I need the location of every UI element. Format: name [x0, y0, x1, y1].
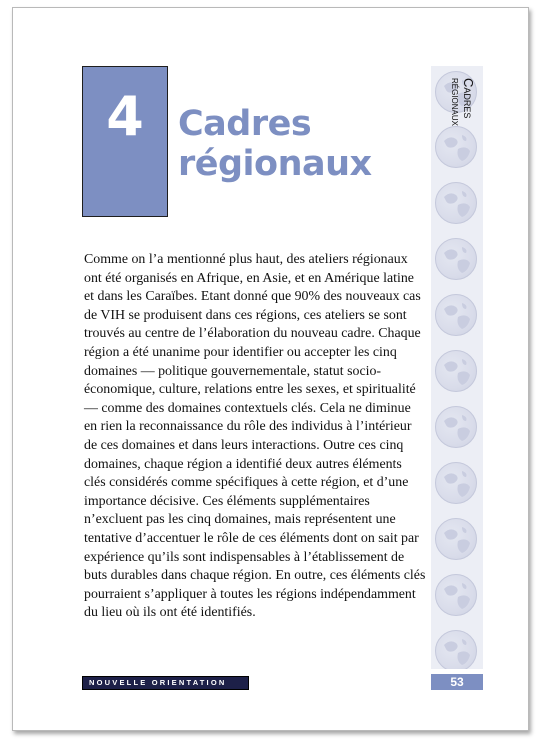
- globe-icon: [435, 294, 477, 336]
- globe-icon: [435, 630, 477, 669]
- footer-series-label: [82, 676, 249, 690]
- globe-icon: [435, 574, 477, 616]
- globe-icon: [435, 238, 477, 280]
- globe-icon: [435, 182, 477, 224]
- side-title-line1: Cadres: [461, 78, 476, 119]
- chapter-number: 4: [106, 85, 144, 148]
- footer-series-text: NOUVELLE ORIENTATION: [89, 678, 227, 687]
- body-paragraph: Comme on l’a mentionné plus haut, des ateliers régionaux ont été organisés en Afrique, en Asie, et en Amérique latine et dans les Caraïbes. Etant donné que 90% des nouveaux cas de VIH se produisent dans ces régions, ces ateliers se sont trouvés au centre de l’élaboration du nouveau cadre. Chaque région a été unanime pour identifier ou accepter les cinq domaines — politique gouvernementale, statut socio-économique, culture, relations entre les sexes, et spiritualité — comme des domaines contextuels clés. Cela ne diminue en rien la reconnaissance du rôle des individus à l’intérieur de ces domaines et dans leurs interactions. Outre ces cinq domaines, chaque région a identifié deux autres éléments clés considérés comme spécifiques à cette région, et d’une importance décisive. Ces éléments supplémentaires n’excluent pas les cinq domaines, mais représentent une tentative d’accentuer le rôle de ces éléments dont on sait par expérience qu’ils sont indispensables à l’établissement de buts durables dans chaque région. En outre, ces éléments clés pourraient s’appliquer à toutes les régions indépendamment du lieu où ils ont été identifiés.: [84, 252, 426, 621]
- page-number: 53: [431, 674, 483, 690]
- chapter-title: [178, 104, 372, 184]
- chapter-number-box: [82, 66, 168, 217]
- chapter-title-line1: Cadres: [178, 104, 312, 144]
- side-title-line2: régionaux: [449, 78, 461, 127]
- globe-icon: [435, 406, 477, 448]
- side-chapter-title: [448, 78, 475, 126]
- globe-icon: [435, 462, 477, 504]
- globe-icon: [435, 350, 477, 392]
- globe-icon: [435, 518, 477, 560]
- globe-icon: [435, 126, 477, 168]
- chapter-title-line2: régionaux: [178, 144, 372, 184]
- side-strip: [431, 66, 483, 669]
